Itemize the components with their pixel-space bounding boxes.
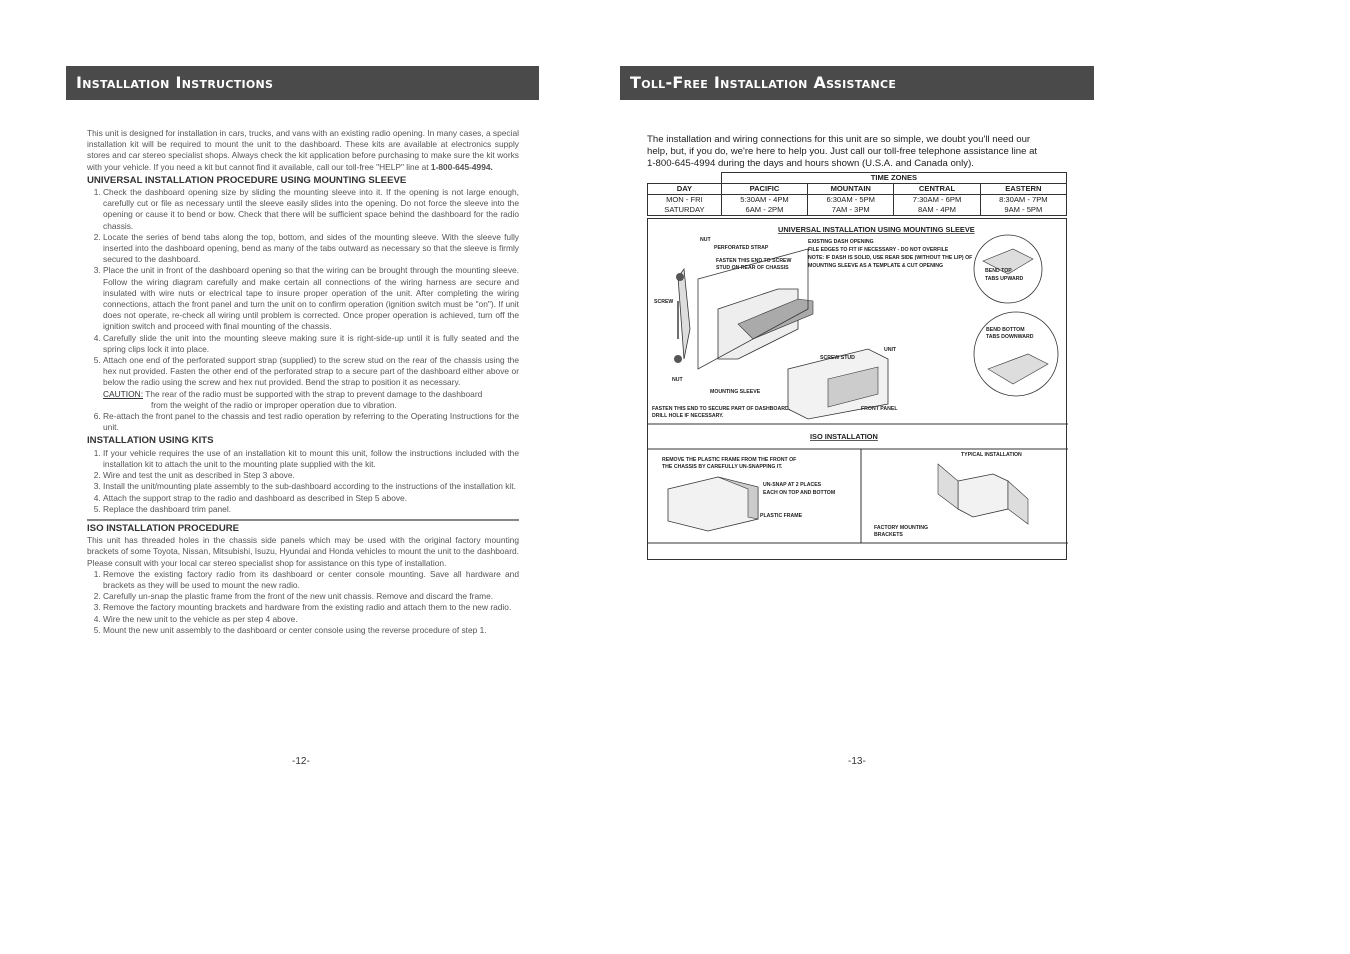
- time-zones-table: [647, 172, 1067, 216]
- page-number-right: -13-: [848, 756, 866, 767]
- cell: 9AM - 5PM: [980, 205, 1066, 216]
- table-corner: [648, 173, 722, 184]
- left-page-header: Installation Instructions: [66, 66, 539, 100]
- page-number-left: -12-: [292, 756, 310, 767]
- nut-bottom-icon: [674, 355, 682, 363]
- caution-text-2: from the weight of the radio or improper operation due to vibration.: [151, 399, 397, 410]
- label-plastic-frame: PLASTIC FRAME: [760, 513, 803, 519]
- iso-intro: This unit has threaded holes in the chassis side panels which may be used with the original factory mounting brackets of some Toyota, Nissan, Mitsubishi, Isuzu, Hyundai and Honda vehicles to mount the unit to the dashboard. Please consult with your local car stereo specialist shop for assistance on this type of installation.: [87, 535, 519, 568]
- label-existing-2: FILE EDGES TO FIT IF NECESSARY - DO NOT OVERFILE: [808, 247, 949, 253]
- label-nut-top: NUT: [700, 237, 711, 243]
- label-unsnap-2: EACH ON TOP AND BOTTOM: [763, 490, 836, 496]
- col-day: DAY: [648, 184, 722, 195]
- label-bend-bottom-2: TABS DOWNWARD: [986, 334, 1034, 340]
- cell: MON - FRI: [648, 195, 722, 206]
- nut-top-icon: [676, 273, 684, 281]
- list-item: 4. Wire the new unit to the vehicle as per step 4 above.: [103, 614, 519, 625]
- section-title-iso: ISO INSTALLATION PROCEDURE: [87, 522, 240, 534]
- list-item: 6. Re-attach the front panel to the chassis and test radio operation by referring to the Operating Instructions for the unit.: [103, 411, 519, 433]
- diagram2-title: ISO INSTALLATION: [810, 432, 878, 441]
- label-bend-bottom-1: BEND BOTTOM: [986, 327, 1025, 333]
- col-central: CENTRAL: [894, 184, 980, 195]
- bend-bottom-detail: [974, 312, 1058, 396]
- label-remove-1: REMOVE THE PLASTIC FRAME FROM THE FRONT OF: [662, 457, 797, 463]
- cell: 7AM - 3PM: [808, 205, 894, 216]
- label-existing-1: EXISTING DASH OPENING: [808, 239, 874, 245]
- section-divider: [87, 519, 519, 521]
- label-bend-top-1: BEND TOP: [985, 268, 1012, 274]
- col-mountain: MOUNTAIN: [808, 184, 894, 195]
- label-typical: TYPICAL INSTALLATION: [961, 452, 1022, 458]
- universal-steps: [87, 187, 519, 389]
- cell: 5:30AM - 4PM: [721, 195, 807, 206]
- label-screw-stud: SCREW STUD: [820, 355, 855, 361]
- kits-steps: [87, 448, 519, 515]
- list-item: 1. Remove the existing factory radio from its dashboard or center console mounting. Save all hardware and brackets as they will be used to mount the new radio.: [103, 569, 519, 591]
- list-item: 1. If your vehicle requires the use of an installation kit to mount this unit, follow the instructions included with the installation kit to attach the unit to the mounting plate supplied with the kit.: [103, 448, 519, 470]
- label-unit: UNIT: [884, 347, 897, 353]
- label-mounting-sleeve: MOUNTING SLEEVE: [710, 389, 761, 395]
- table-row: [648, 195, 1067, 206]
- table-row: [648, 205, 1067, 216]
- label-nut-bottom: NUT: [672, 377, 683, 383]
- list-item: 5. Mount the new unit assembly to the dashboard or center console using the reverse procedure of step 1.: [103, 625, 519, 636]
- diagram1-title: UNIVERSAL INSTALLATION USING MOUNTING SLEEVE: [778, 225, 975, 234]
- col-eastern: EASTERN: [980, 184, 1066, 195]
- section-title-universal: UNIVERSAL INSTALLATION PROCEDURE USING MOUNTING SLEEVE: [87, 174, 407, 186]
- universal-step-6: [87, 411, 519, 433]
- label-existing-3: NOTE: IF DASH IS SOLID, USE REAR SIDE (WITHOUT THE LIP) OF: [808, 255, 973, 261]
- list-item: 2. Locate the series of bend tabs along the top, bottom, and sides of the mounting sleeve. With the sleeve fully inserted into the dashboard opening, bend as many of the tabs outward as necessary so that the sleeve is firmly secured to the dashboard.: [103, 232, 519, 266]
- caution-text: The rear of the radio must be supported with the strap to prevent damage to the dashboard: [145, 388, 483, 399]
- list-item: 2. Carefully un-snap the plastic frame from the front of the new unit chassis. Remove and discard the frame.: [103, 591, 519, 602]
- cell: 6:30AM - 5PM: [808, 195, 894, 206]
- intro-paragraph: This unit is designed for installation in cars, trucks, and vans with an existing radio opening. In many cases, a special installation kit will be required to mount the unit to the dashboard. These kits are available at electronics supply stores and car stereo specialist shops. Always check the kit application before purchasing to make sure the kit works with your vehicle. If you need a kit but cannot find it available, call our toll-free "HELP" line at 1-800-645-4994.: [87, 128, 520, 172]
- list-item: 4. Carefully slide the unit into the mounting sleeve making sure it is right-side-up until it is fully seated and the spring clips lock it into place.: [103, 333, 519, 355]
- label-screw: SCREW: [654, 299, 674, 305]
- label-factory-1: FACTORY MOUNTING: [874, 525, 929, 531]
- perforated-strap-drawing: [678, 269, 690, 359]
- list-item: 3. Remove the factory mounting brackets and hardware from the existing radio and attach them to the new radio.: [103, 602, 519, 613]
- list-item: 5. Attach one end of the perforated support strap (supplied) to the screw stud on the rear of the chassis using the hex nut provided. Fasten the other end of the perforated strap to a secure part of the dashboard either above or below the radio using the screw and hex nut provided. Bend the strap to position it as necessary.: [103, 355, 519, 389]
- col-pacific: PACIFIC: [721, 184, 807, 195]
- label-fasten-dash-2: DRILL HOLE IF NECESSARY.: [652, 413, 724, 419]
- list-item: 2. Wire and test the unit as described in Step 3 above.: [103, 470, 519, 481]
- label-factory-2: BRACKETS: [874, 532, 903, 538]
- help-phone: 1-800-645-4994.: [430, 161, 493, 172]
- right-page-header: Toll-Free Installation Assistance: [620, 66, 1094, 100]
- list-item: 3. Install the unit/mounting plate assembly to the sub-dashboard according to the instructions of the installation kit.: [103, 481, 519, 492]
- label-fasten-screw-2: STUD ON REAR OF CHASSIS: [716, 265, 789, 271]
- label-remove-2: THE CHASSIS BY CAREFULLY UN-SNAPPING IT.: [662, 464, 783, 470]
- assistance-intro: The installation and wiring connections for this unit are so simple, we doubt you'll need our help, but, if you do, we're here to help you. Just call our toll-free telephone assistance line at 1-800-645-4994 during the days and hours shown (U.S.A. and Canada only).: [647, 134, 1038, 170]
- left-page-body: [87, 128, 519, 636]
- caution-note: [87, 389, 519, 400]
- cell: 6AM - 2PM: [721, 205, 807, 216]
- label-front-panel: FRONT PANEL: [861, 406, 898, 412]
- diagram-svg: [648, 219, 1068, 561]
- section-title-kits: INSTALLATION USING KITS: [87, 435, 214, 447]
- time-zones-title: TIME ZONES: [721, 173, 1066, 184]
- label-fasten-dash-1: FASTEN THIS END TO SECURE PART OF DASHBOARD.: [652, 406, 791, 412]
- cell: 8AM - 4PM: [894, 205, 980, 216]
- installation-diagrams: [647, 218, 1067, 560]
- cell: 8:30AM - 7PM: [980, 195, 1066, 206]
- label-existing-4: MOUNTING SLEEVE AS A TEMPLATE & CUT OPENING: [808, 263, 944, 269]
- cell: SATURDAY: [648, 205, 722, 216]
- iso-steps: [87, 569, 519, 636]
- list-item: 4. Attach the support strap to the radio and dashboard as described in Step 5 above.: [103, 493, 519, 504]
- label-perforated-strap: PERFORATED STRAP: [714, 245, 769, 251]
- list-item: 5. Replace the dashboard trim panel.: [103, 504, 519, 515]
- right-bracket-drawing: [1008, 481, 1028, 524]
- typical-install-drawing: [958, 474, 1008, 517]
- list-item: 1. Check the dashboard opening size by sliding the mounting sleeve into it. If the opening is not large enough, carefully cut or file as necessary until the sleeve easily slides into the opening. Do not force the sleeve into the opening or cause it to bend or bow. Check that there will be sufficient space behind the dashboard for the radio chassis.: [103, 187, 519, 232]
- label-bend-top-2: TABS UPWARD: [985, 276, 1024, 282]
- label-fasten-screw-1: FASTEN THIS END TO SCREW: [716, 258, 792, 264]
- label-unsnap-1: UN-SNAP AT 2 PLACES: [763, 482, 822, 488]
- list-item: 3. Place the unit in front of the dashboard opening so that the wiring can be brought through the mounting sleeve. Follow the wiring diagram carefully and make certain all connections of the wiring harness are secure and insulated with wire nuts or electrical tape to insure proper operation of the unit. After completing the wiring connections, attach the front panel and turn the unit on to confirm operation (ignition switch must be "on"). If unit does not operate, re-check all wiring until problem is corrected. Once proper operation is achieved, turn off the ignition switch and proceed with final mounting of the chassis.: [103, 265, 519, 332]
- left-bracket-drawing: [938, 464, 958, 509]
- caution-label: CAUTION:: [103, 388, 144, 399]
- cell: 7:30AM - 6PM: [894, 195, 980, 206]
